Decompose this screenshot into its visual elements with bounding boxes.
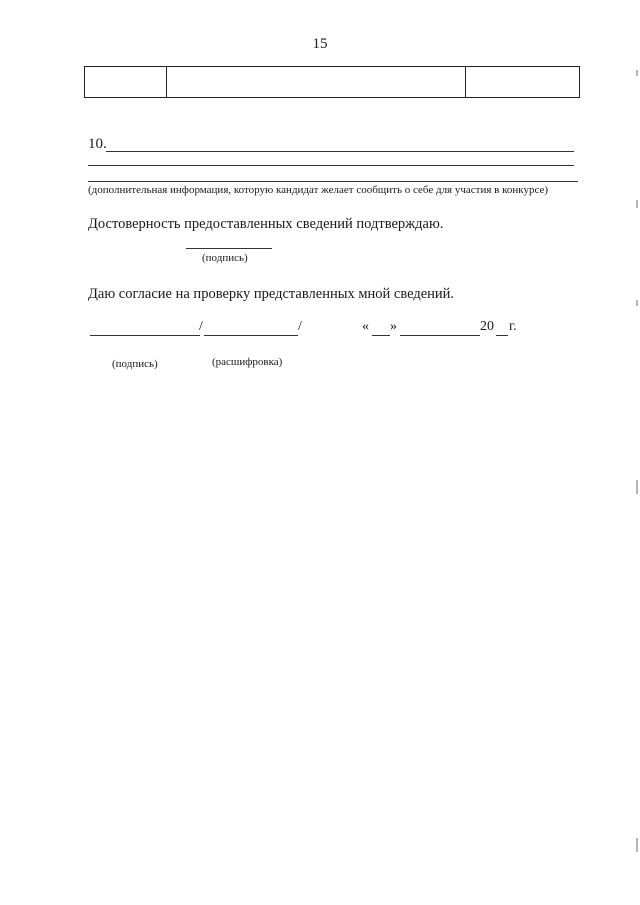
date-close-quote: » [390,319,397,334]
page-number: 15 [312,36,328,52]
scan-artifact [636,300,638,306]
date-year-prefix: 20 [480,319,494,334]
scan-artifact [636,200,638,208]
table-row-fragment [84,66,580,98]
slash-separator: / [199,319,203,334]
date-year-suffix: г. [509,319,517,334]
table-column-divider [166,67,167,97]
consent-text: Даю согласие на проверку представленных мной сведений. [88,286,455,302]
item-number: 10. [88,136,107,152]
scan-artifact [636,480,638,494]
name-decoding-line [204,335,298,336]
answer-line [88,181,578,182]
date-month-line [400,335,480,336]
answer-line [106,151,574,152]
date-year-line [496,335,508,336]
table-column-divider [465,67,466,97]
slash-separator: / [298,319,302,334]
signature-caption: (подпись) [202,252,248,264]
scan-artifact [636,70,638,76]
date-day-line [372,335,390,336]
answer-line [88,165,574,166]
signature-caption: (подпись) [112,358,158,370]
decoding-caption: (расшифровка) [212,356,283,368]
signature-line [90,335,200,336]
additional-info-note: (дополнительная информация, которую кандидат желает сообщить о себе для участия в конкурсе) [88,184,549,196]
signature-line [186,248,272,249]
date-open-quote: « [362,319,369,334]
scan-artifact [636,838,638,852]
confirmation-text: Достоверность предоставленных сведений подтверждаю. [88,216,444,232]
